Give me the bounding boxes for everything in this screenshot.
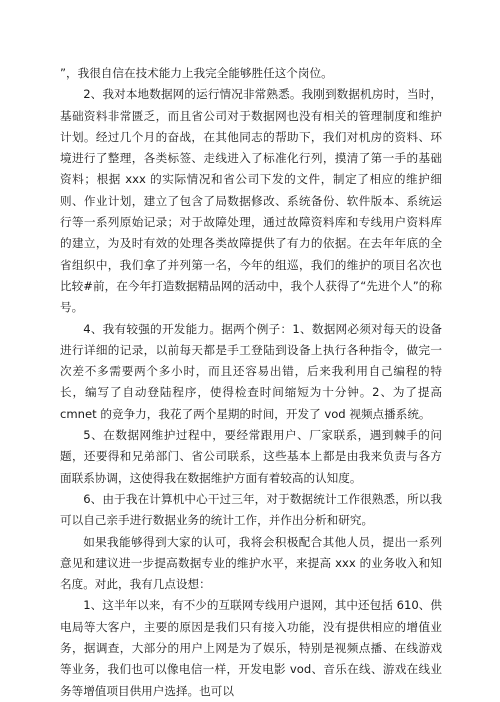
paragraph-4: 5、在数据网维护过程中，要经常跟用户、厂家联系，遇到棘手的问题，还要得和兄弟部门、省公司联系，这些基本上都是由我来负责与各方面联系协调，这使得我在数据维护方面有着较高的认知度。 [60, 428, 442, 485]
document-body [60, 63, 442, 702]
paragraph-5: 6、由于我在计算机中心干过三年，对于数据统计工作很熟悉，所以我可以自己亲手进行数据业务的统计工作，并作出分析和研究。 [60, 491, 442, 528]
paragraph-1: ”，我很自信在技术能力上我完全能够胜任这个岗位。 [60, 66, 333, 80]
paragraph-2: 2、我对本地数据网的运行情况非常熟悉。我刚到数据机房时，当时，基础资料非常匮乏，而且省公司对于数据网也没有相关的管理制度和维护计划。经过几个月的奋战，在其他同志的帮助下，我们对机房的资料、环境进行了整理，各类标签、走线进入了标准化行列，摸清了第一手的基础资料；根据 xxx 的实际情况和省公司下发的文件，制定了相应的维护细则、作业计划，建立了包含了局数据修改、系统备份、软件版本、系统运行等一系列原始记录；对于故障处理，通过故障资料库和专线用户资料库的建立，为及时有效的处理各类故障提供了有力的依据。在去年年底的全省组织中，我们拿了并列第一名，今年的组巡，我们的维护的项目名次也比较#前，在今年打造数据精品网的活动中，我个人获得了“先进个人”的称号。 [60, 87, 442, 315]
paragraph-6: 如果我能够得到大家的认可，我将会积极配合其他人员，提出一系列意见和建议进一步提高数据专业的维护水平，来提高 xxx 的业务收入和知名度。对此，我有几点设想： [60, 534, 442, 592]
paragraph-7: 1、这半年以来，有不少的互联网专线用户退网，其中还包括 610、供电局等大客户，主要的原因是我们只有接入功能，没有提供相应的增值业务，据调查，大部分的用户上网是为了娱乐，特别是视频点播、在线游戏等业务，我们也可以像电信一样，开发电影 vod、音乐在线、游戏在线业务等增值项目供用户选择。也可以 [60, 598, 442, 698]
paragraph-3: 4、我有较强的开发能力。据两个例子：1、数据网必须对每天的设备进行详细的记录，以前每天都是手工登陆到设备上执行各种指令，做完一次差不多需要两个多小时，而且还容易出错，后来我利用自己编程的特长，编写了自动登陆程序，使得检查时间缩短为十分钟。2、为了提高 cmnet 的竞争力，我花了两个星期的时间，开发了 vod 视频点播系统。 [60, 321, 442, 421]
